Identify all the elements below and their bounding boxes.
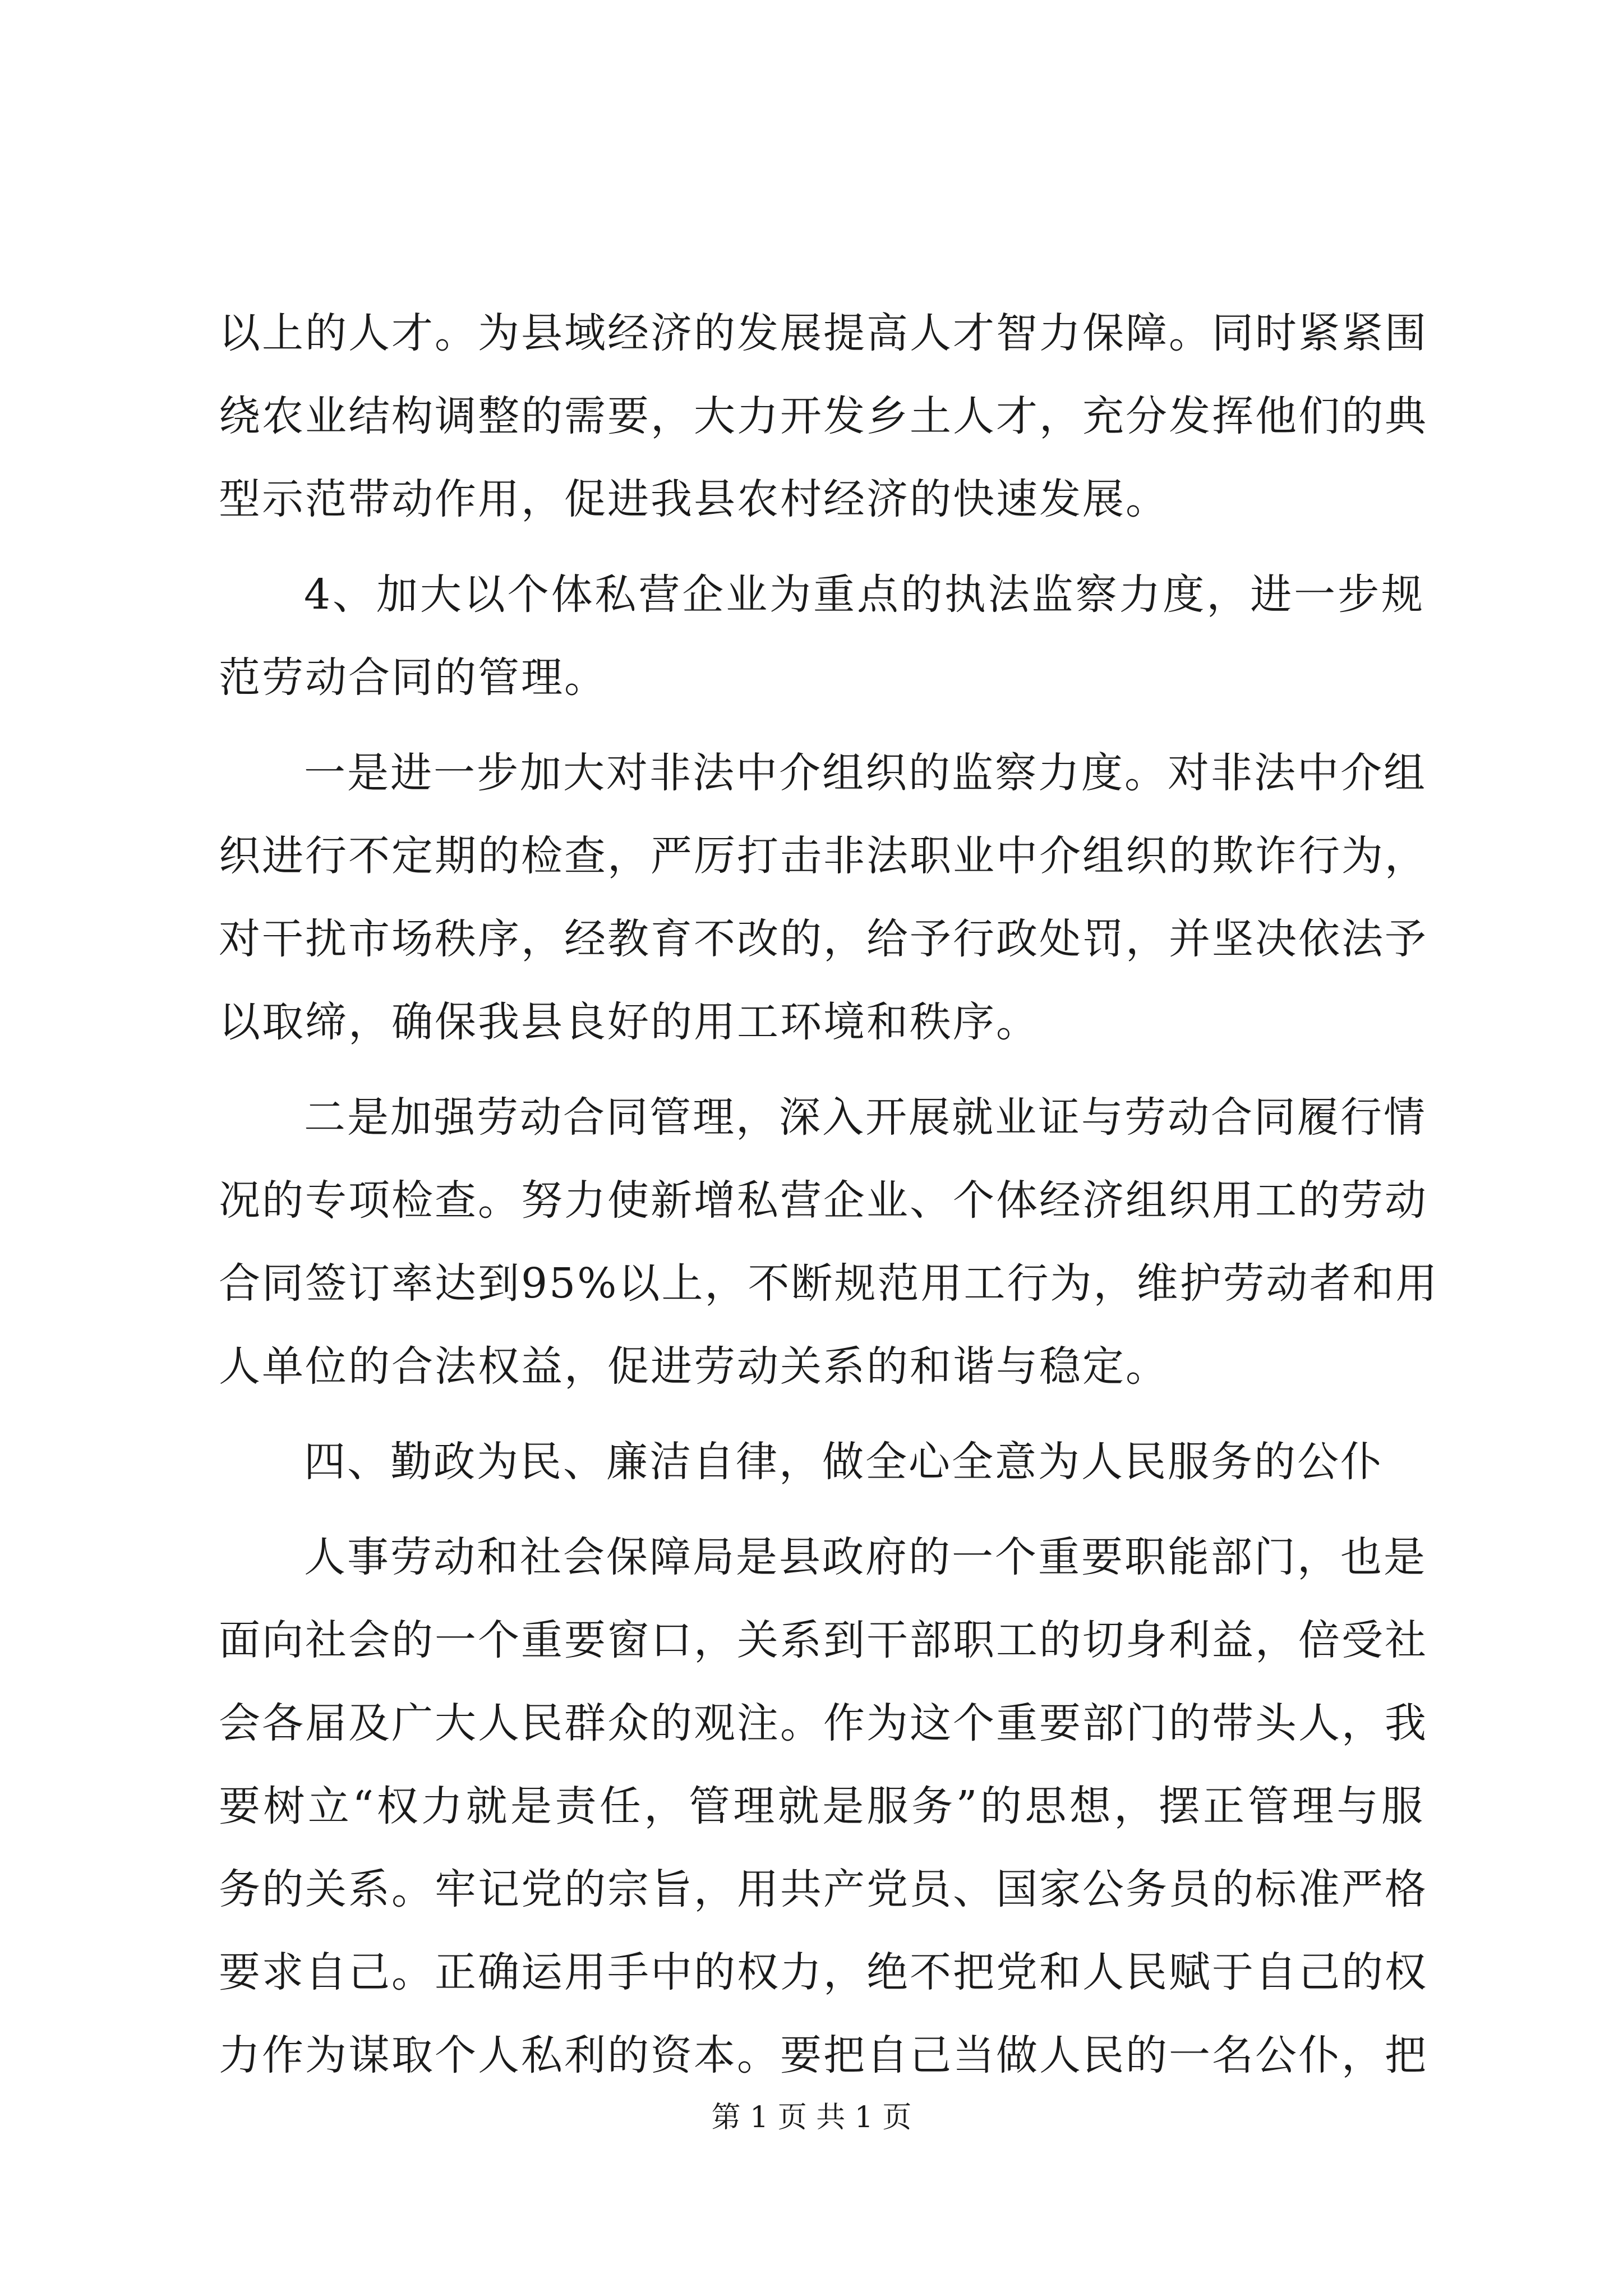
paragraph-gap [219, 1064, 1424, 1076]
text-line: 合同签订率达到95%以上，不断规范用工行为，维护劳动者和用 [219, 1259, 1439, 1308]
section-heading-line: 范劳动合同的管理。 [219, 654, 607, 702]
text-line: 要树立“权力就是责任，管理就是服务”的思想，摆正管理与服 [219, 1782, 1424, 1830]
text-line: 人事劳动和社会保障局是县政府的一个重要职能部门，也是 [304, 1533, 1427, 1581]
text-line: 织进行不定期的检查，严厉打击非法职业中介组织的欺诈行为， [219, 832, 1428, 880]
paragraph-gap [219, 1503, 1424, 1516]
text-line: 务的关系。牢记党的宗旨，用共产党员、国家公务员的标准严格 [219, 1865, 1428, 1913]
text-line: 绕农业结构调整的需要，大力开发乡土人才，充分发挥他们的典 [219, 392, 1428, 440]
body-text [219, 292, 1439, 2097]
text-line: 型示范带动作用，促进我县农村经济的快速发展。 [219, 475, 1169, 523]
section-heading: 四、勤政为民、廉洁自律，做全心全意为人民服务的公仆 [304, 1438, 1384, 1486]
text-line: 对干扰市场秩序，经教育不改的，给予行政处罚，并坚决依法予 [219, 915, 1428, 963]
section-heading-line: 4、加大以个体私营企业为重点的执法监察力度，进一步规 [304, 570, 1424, 619]
text-line: 况的专项检查。努力使新增私营企业、个体经济组织用工的劳动 [219, 1176, 1428, 1225]
text-line: 会各届及广大人民群众的观注。作为这个重要部门的带头人，我 [219, 1699, 1428, 1747]
paragraph-gap [219, 719, 1424, 731]
text-line: 以取缔，确保我县良好的用工环境和秩序。 [219, 998, 1039, 1046]
text-line: 人单位的合法权益，促进劳动关系的和谐与稳定。 [219, 1342, 1169, 1391]
text-line: 一是进一步加大对非法中介组织的监察力度。对非法中介组 [304, 749, 1427, 797]
text-line: 二是加强劳动合同管理，深入开展就业证与劳动合同履行情 [304, 1093, 1427, 1142]
text-line: 要求自己。正确运用手中的权力，绝不把党和人民赋于自己的权 [219, 1948, 1428, 1996]
text-line: 面向社会的一个重要窗口，关系到干部职工的切身利益，倍受社 [219, 1616, 1428, 1664]
text-line: 以上的人才。为县域经济的发展提高人才智力保障。同时紧紧围 [219, 309, 1428, 357]
page-footer: 第 1 页 共 1 页 [711, 2101, 912, 2134]
text-line: 力作为谋取个人私利的资本。要把自己当做人民的一名公仆，把 [219, 2031, 1428, 2079]
paragraph-gap [219, 541, 1424, 553]
paragraph-gap [219, 1408, 1424, 1420]
